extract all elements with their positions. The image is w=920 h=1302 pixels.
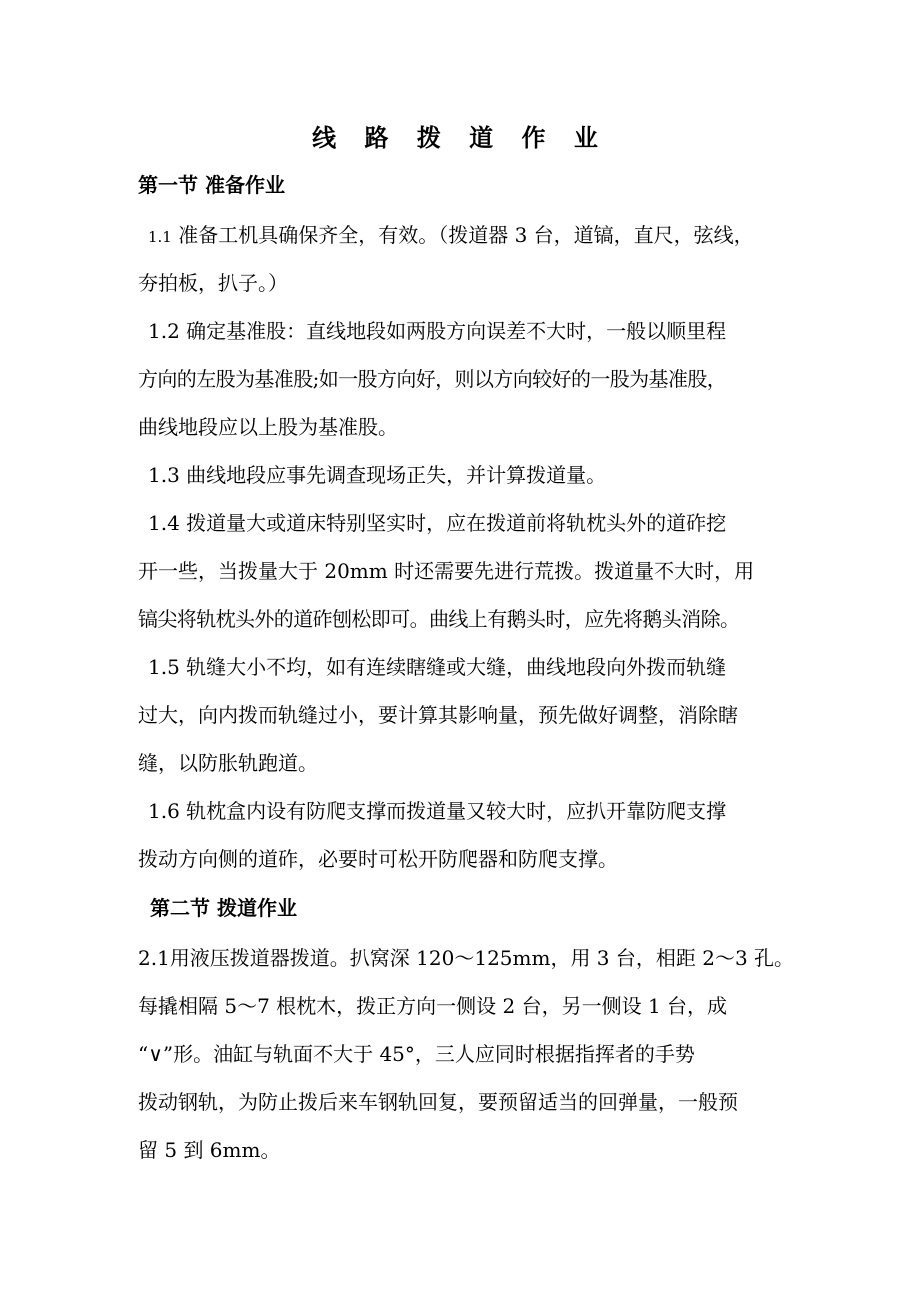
item-2-1-line-1: 2.1用液压拨道器拨道。扒窝深 120～125mm，用 3 台，相距 2～3 孔。 [138,946,795,970]
item-number: 1.5 [148,655,180,679]
item-1-5-line-3: 缝，以防胀轨跑道。 [138,751,318,775]
section-heading-1: 第一节 准备作业 [138,173,285,197]
item-1-2-line-3: 曲线地段应以上股为基准股。 [138,415,398,439]
item-2-1-line-2: 每撬相隔 5～7 根枕木，拨正方向一侧设 2 台，另一侧设 1 台，成 [138,994,728,1018]
item-1-4-line-3: 镐尖将轨枕头外的道砟刨松即可。曲线上有鹅头时，应先将鹅头消除。 [138,607,740,631]
item-1-2-line-1: 1.2 确定基准股：直线地段如两股方向误差不大时，一般以顺里程 [148,319,727,343]
item-1-2-line-2: 方向的左股为基准股;如一股方向好，则以方向较好的一股为基准股， [138,367,727,391]
item-2-1-line-5: 留 5 到 6mm。 [138,1138,281,1162]
item-1-5-line-1: 1.5 轨缝大小不均，如有连续瞎缝或大缝，曲线地段向外拨而轨缝 [148,655,727,679]
item-2-1-line-3: “∨”形。油缸与轨面不大于 45°，三人应同时根据指挥者的手势 [138,1042,695,1066]
item-1-3-line-1: 1.3 曲线地段应事先调查现场正失，并计算拨道量。 [148,463,607,487]
item-1-1-line-1: 1.1 准备工机具确保齐全，有效。（拨道器 3 台，道镐，直尺，弦线， [148,223,754,247]
item-2-1-line-4: 拨动钢轨，为防止拨后来车钢轨回复，要预留适当的回弹量，一般预 [138,1090,738,1114]
item-1-4-line-1: 1.4 拨道量大或道床特别坚实时，应在拨道前将轨枕头外的道砟挖 [148,511,727,535]
section-heading-2: 第二节 拨道作业 [150,896,297,920]
document-title: 线 路 拨 道 作 业 [312,124,608,152]
item-number: 1.2 [148,319,180,343]
item-number: 1.3 [148,463,180,487]
item-1-6-line-1: 1.6 轨枕盒内设有防爬支撑而拨道量又较大时，应扒开靠防爬支撑 [148,799,727,823]
item-number: 1.6 [148,799,180,823]
item-number: 1.4 [148,511,180,535]
item-1-4-line-2: 开一些，当拨量大于 20mm 时还需要先进行荒拨。拨道量不大时，用 [138,559,755,583]
item-number: 1.1 [148,228,172,246]
item-1-5-line-2: 过大，向内拨而轨缝过小，要计算其影响量，预先做好调整，消除瞎 [138,703,738,727]
item-1-1-line-2: 夯拍板，扒子。） [138,271,288,295]
item-1-6-line-2: 拨动方向侧的道砟，必要时可松开防爬器和防爬支撑。 [138,847,618,871]
item-number: 2.1 [138,946,170,970]
